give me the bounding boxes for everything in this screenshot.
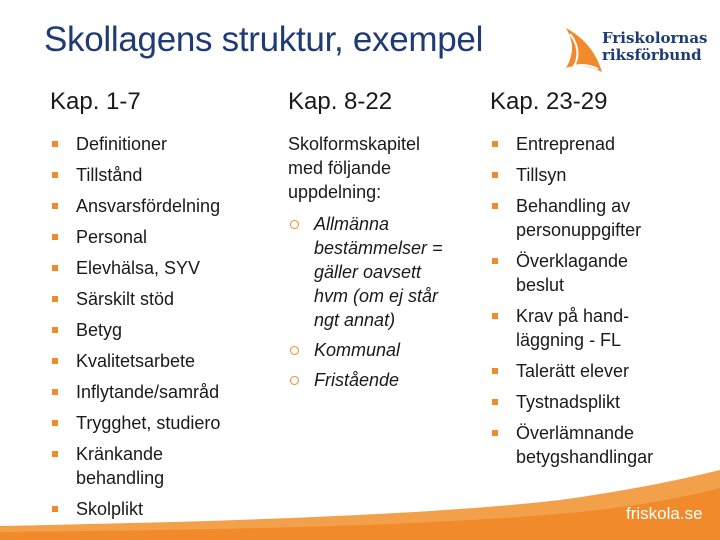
square-bullet-icon — [52, 296, 58, 302]
list-item-text: betygshandlingar — [516, 447, 654, 467]
square-bullet-icon — [492, 203, 498, 209]
list-item-text: Inflytande/samråd — [76, 382, 220, 402]
list-item — [50, 411, 270, 435]
list-item-text: Överlämnande — [516, 423, 635, 443]
square-bullet-icon — [52, 420, 58, 426]
chapter-list — [490, 132, 715, 469]
list-item — [490, 304, 715, 352]
list-item-text: Kränkande — [76, 444, 164, 464]
intro-line: Skolformskapitel — [288, 134, 421, 154]
sub-list-item-text: bestämmelser = — [314, 238, 443, 258]
list-item — [50, 287, 270, 311]
square-bullet-icon — [492, 368, 498, 374]
list-item — [490, 249, 715, 297]
list-item — [50, 380, 270, 404]
list-item — [50, 194, 270, 218]
column-heading: Kap. 23-29 — [490, 88, 608, 115]
list-item — [490, 194, 715, 242]
list-item-text: behandling — [76, 468, 165, 488]
list-item-text: Skolplikt — [76, 499, 144, 519]
sub-list — [288, 212, 478, 392]
list-item-text: Elevhälsa, SYV — [76, 258, 201, 278]
sub-list-item — [288, 368, 478, 392]
logo-line-2: riksförbund — [602, 46, 702, 64]
list-item-text: personuppgifter — [516, 220, 642, 240]
list-item-text: Tillstånd — [76, 165, 143, 185]
list-item — [50, 318, 270, 342]
column-chapters-23-29 — [490, 88, 715, 476]
list-item-text: Tystnadsplikt — [516, 392, 621, 412]
square-bullet-icon — [52, 451, 58, 457]
list-item — [490, 359, 715, 383]
list-item-text: Entreprenad — [516, 134, 616, 154]
list-item-text: beslut — [516, 275, 565, 295]
circle-bullet-icon — [290, 346, 299, 355]
square-bullet-icon — [492, 430, 498, 436]
column-chapters-8-22 — [288, 88, 478, 398]
square-bullet-icon — [52, 141, 58, 147]
column-heading: Kap. 1-7 — [50, 88, 141, 115]
square-bullet-icon — [492, 258, 498, 264]
intro-line: uppdelning: — [288, 182, 382, 202]
column-chapters-1-7 — [50, 88, 270, 528]
list-item-text: Definitioner — [76, 134, 168, 154]
list-item-text: Överklagande — [516, 251, 629, 271]
sub-list-item — [288, 212, 478, 332]
column-heading: Kap. 8-22 — [288, 88, 393, 115]
list-item-text: Talerätt elever — [516, 361, 630, 381]
list-item-text: läggning - FL — [516, 330, 622, 350]
square-bullet-icon — [492, 399, 498, 405]
sail-logo-icon — [562, 24, 606, 76]
square-bullet-icon — [52, 234, 58, 240]
square-bullet-icon — [492, 141, 498, 147]
list-item — [490, 421, 715, 469]
logo-line-1: Friskolornas — [602, 29, 708, 47]
footer-website: friskola.se — [626, 504, 703, 523]
list-item-text: Särskilt stöd — [76, 289, 175, 309]
square-bullet-icon — [52, 327, 58, 333]
square-bullet-icon — [52, 389, 58, 395]
list-item-text: Ansvarsfördelning — [76, 196, 221, 216]
list-item-text: Kvalitetsarbete — [76, 351, 196, 371]
logo — [562, 24, 708, 76]
intro-line: med följande — [288, 158, 392, 178]
square-bullet-icon — [492, 313, 498, 319]
list-item-text: Behandling av — [516, 196, 631, 216]
list-item-text: Personal — [76, 227, 148, 247]
sub-list-item — [288, 338, 478, 362]
list-item — [490, 163, 715, 187]
circle-bullet-icon — [290, 376, 299, 385]
sub-list-item-text: gäller oavsett — [314, 262, 422, 282]
list-item — [50, 256, 270, 280]
square-bullet-icon — [52, 265, 58, 271]
list-item-text: Trygghet, studiero — [76, 413, 221, 433]
page-title: Skollagens struktur, exempel — [44, 20, 484, 59]
sub-list-item-text: Kommunal — [314, 340, 401, 360]
sub-list-item-text: Allmänna — [314, 214, 390, 234]
square-bullet-icon — [52, 358, 58, 364]
list-item-text: Krav på hand- — [516, 306, 630, 326]
footer-band — [0, 470, 720, 540]
square-bullet-icon — [52, 172, 58, 178]
square-bullet-icon — [52, 203, 58, 209]
sub-list-item-text: Fristående — [314, 370, 400, 390]
list-item — [50, 132, 270, 156]
list-item — [50, 163, 270, 187]
list-item — [50, 349, 270, 373]
sub-list-item-text: ngt annat) — [314, 310, 396, 330]
list-item — [490, 390, 715, 414]
circle-bullet-icon — [290, 220, 299, 229]
sub-list-item-text: hvm (om ej står — [314, 286, 439, 306]
list-item — [490, 132, 715, 156]
list-item-text: Betyg — [76, 320, 123, 340]
square-bullet-icon — [492, 172, 498, 178]
chapter-list — [50, 132, 270, 521]
list-item-text: Tillsyn — [516, 165, 567, 185]
list-item — [50, 225, 270, 249]
intro-text — [288, 132, 478, 204]
